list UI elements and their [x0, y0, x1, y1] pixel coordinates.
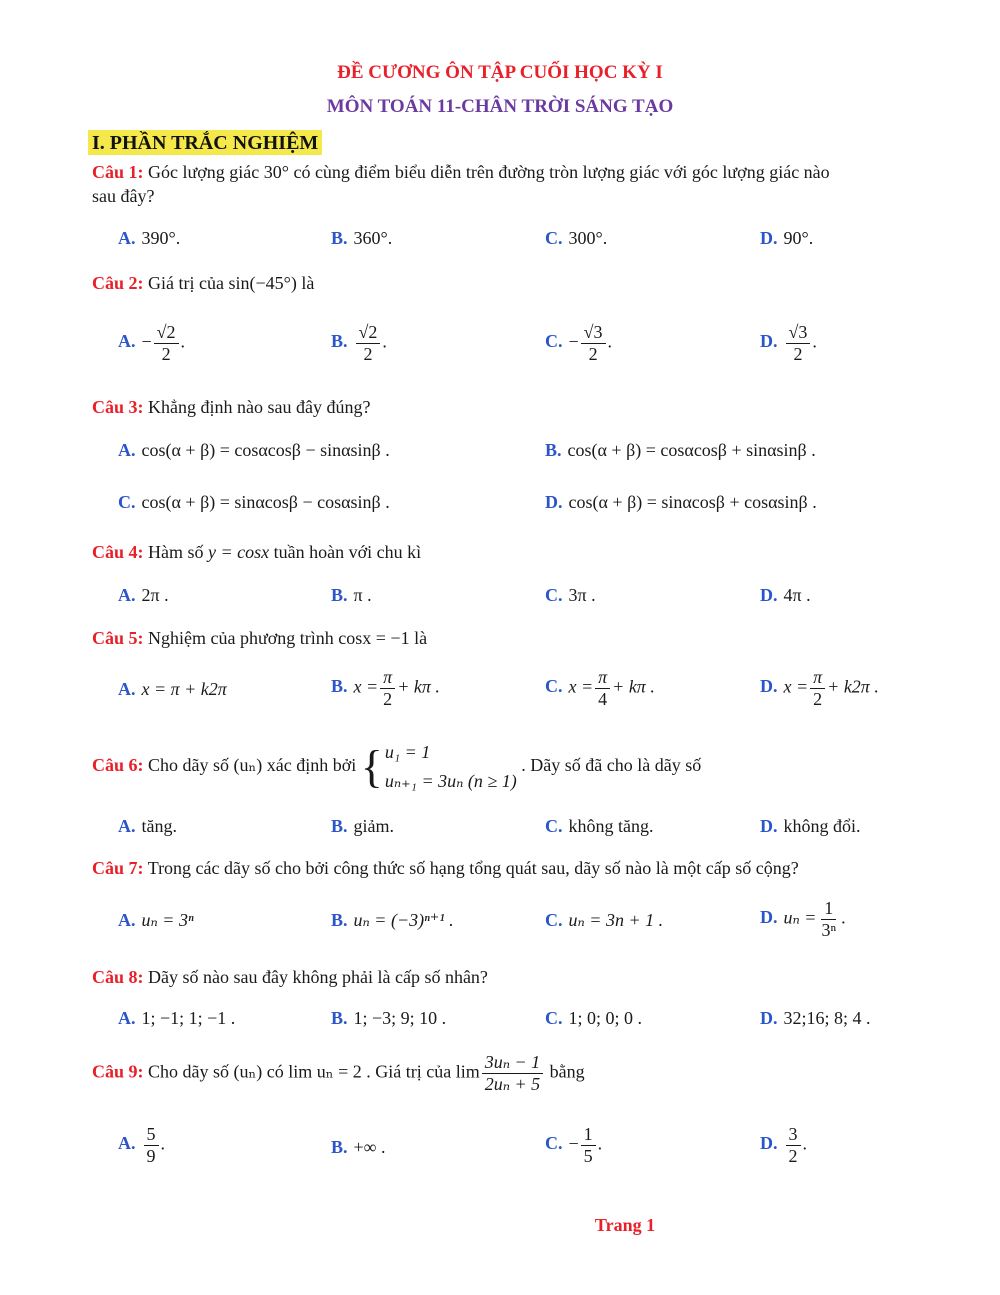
question-1-cont: [92, 186, 154, 207]
q2-option-a: A. − $\frac{√2}{2}$ .: [118, 322, 186, 364]
option-label: D.: [545, 492, 563, 512]
option-label: C.: [545, 1008, 563, 1028]
q6-option-b: [331, 816, 394, 837]
numerator: π: [810, 667, 825, 689]
question-label: Câu 4:: [92, 542, 144, 562]
denominator: 2: [161, 343, 171, 364]
fraction: [482, 1052, 543, 1094]
q2-option-c: C. − $\frac{√3}{2}$ .: [545, 322, 613, 364]
question-text: Hàm số: [148, 542, 204, 562]
q8-option-c: [545, 1008, 642, 1029]
numerator: √2: [154, 322, 179, 344]
question-text: Cho dãy số (uₙ) có lim uₙ = 2 . Giá trị của: [148, 1061, 452, 1082]
q7-option-b: [331, 910, 454, 931]
q9-option-c: C. − $\frac{1}{5}$ .: [545, 1124, 603, 1166]
formula-suffix: + kπ .: [397, 676, 440, 697]
option-text: cos(α + β) = cosαcosβ + sinαsinβ .: [567, 440, 816, 460]
option-label: B.: [331, 1008, 348, 1028]
q5-option-b: [331, 667, 440, 709]
option-label: D.: [760, 228, 778, 248]
option-text: uₙ = 3n + 1 .: [568, 910, 664, 930]
option-label: A.: [118, 679, 136, 699]
question-4: [92, 542, 421, 563]
option-label: C.: [545, 331, 563, 352]
numerator: π: [380, 667, 395, 689]
option-text: x = π + k2π: [141, 679, 227, 699]
option-text: uₙ = 3ⁿ: [141, 910, 194, 930]
option-text: cos(α + β) = cosαcosβ − sinαsinβ .: [141, 440, 390, 460]
q5-option-c: [545, 667, 655, 709]
q4-option-b: [331, 585, 372, 606]
numerator: √3: [581, 322, 606, 344]
math-expression: cosx = −1: [338, 628, 410, 648]
question-text: Nghiệm của phương trình: [148, 628, 334, 648]
option-label: D.: [760, 1133, 778, 1154]
option-label: C.: [118, 492, 136, 512]
denominator: 2: [588, 343, 598, 364]
option-label: C.: [545, 585, 563, 605]
fraction: [818, 898, 839, 940]
question-text: sau đây?: [92, 186, 155, 206]
fraction-sign: −: [568, 1133, 579, 1154]
q9-option-d: D. $\frac{3}{2}$ .: [760, 1124, 807, 1166]
option-label: A.: [118, 228, 136, 248]
formula-suffix: + kπ .: [612, 676, 655, 697]
question-text: Dãy số nào sau đây không phải là cấp số nhân?: [148, 967, 488, 987]
option-text: π .: [353, 585, 372, 605]
option-label: B.: [331, 331, 348, 352]
denominator: 2uₙ + 5: [484, 1073, 541, 1094]
option-label: D.: [760, 331, 778, 352]
option-label: D.: [760, 676, 778, 697]
fraction: [380, 667, 395, 709]
q8-option-a: [118, 1008, 235, 1029]
option-text: 360°.: [353, 228, 393, 248]
q5-option-a: [118, 679, 227, 700]
formula-prefix: x =: [568, 676, 594, 697]
numerator: 3uₙ − 1: [482, 1052, 543, 1074]
q2-option-b: B. $\frac{√2}{2}$ .: [331, 322, 387, 364]
q2-option-d: D. $\frac{√3}{2}$ .: [760, 322, 817, 364]
option-label: A.: [118, 331, 136, 352]
question-label: Câu 6:: [92, 754, 144, 775]
option-text: không đổi.: [783, 816, 861, 836]
option-label: B.: [545, 440, 562, 460]
q7-option-c: [545, 910, 663, 931]
q8-option-d: [760, 1008, 871, 1029]
denominator: 5: [583, 1145, 593, 1166]
fraction: [786, 322, 811, 364]
option-text: 390°.: [141, 228, 181, 248]
q1-option-d: [760, 228, 813, 249]
option-text: 32;16; 8; 4 .: [783, 1008, 871, 1028]
option-text: 1; −1; 1; −1 .: [141, 1008, 236, 1028]
fraction: [595, 667, 610, 709]
option-label: B.: [331, 228, 348, 248]
option-text: cos(α + β) = sinαcosβ − cosαsinβ .: [141, 492, 390, 512]
option-text: tăng.: [141, 816, 177, 836]
denominator: 2: [793, 343, 803, 364]
system-line-2: uₙ₊₁ = 3uₙ (n ≥ 1): [384, 770, 517, 791]
denominator: 2: [788, 1145, 798, 1166]
q3-option-d: [545, 492, 817, 513]
option-label: C.: [545, 1133, 563, 1154]
question-text: Khẳng định nào sau đây đúng?: [148, 397, 371, 417]
brace-icon: {: [360, 740, 383, 792]
question-label: Câu 1:: [92, 162, 144, 182]
q9-option-b: [331, 1137, 386, 1158]
option-label: A.: [118, 585, 136, 605]
option-label: A.: [118, 1008, 136, 1028]
option-text: 3π .: [568, 585, 596, 605]
question-9: [92, 1052, 585, 1094]
question-6: [92, 738, 701, 796]
question-text: Cho dãy số (uₙ) xác định bởi: [148, 754, 357, 775]
question-label: Câu 8:: [92, 967, 144, 987]
q4-option-d: [760, 585, 811, 606]
q4-option-a: [118, 585, 169, 606]
question-3: [92, 397, 370, 418]
question-8: [92, 967, 488, 988]
question-label: Câu 7:: [92, 858, 144, 878]
numerator: √3: [786, 322, 811, 344]
option-label: C.: [545, 228, 563, 248]
q3-option-b: [545, 440, 816, 461]
q6-option-c: [545, 816, 654, 837]
question-2: [92, 273, 314, 294]
denominator: 2: [813, 688, 823, 709]
question-text: bằng: [549, 1061, 585, 1082]
formula-suffix: .: [841, 907, 846, 928]
q7-option-a: [118, 910, 194, 931]
option-text: cos(α + β) = sinαcosβ + cosαsinβ .: [568, 492, 817, 512]
denominator: 2: [383, 688, 393, 709]
formula-prefix: x =: [783, 676, 809, 697]
fraction: [810, 667, 825, 709]
document-title: ĐỀ CƯƠNG ÔN TẬP CUỐI HỌC KỲ I: [337, 62, 663, 83]
option-text: +∞ .: [353, 1137, 386, 1157]
denominator: 9: [146, 1145, 156, 1166]
question-text: . Dãy số đã cho là dãy số: [521, 754, 702, 775]
option-text: 1; −3; 9; 10 .: [353, 1008, 447, 1028]
system-line-1: u₁ = 1: [384, 742, 431, 762]
option-label: D.: [760, 1008, 778, 1028]
denominator: 2: [363, 343, 373, 364]
q9-option-a: A. $\frac{5}{9}$ .: [118, 1124, 165, 1166]
q5-option-d: [760, 667, 879, 709]
option-label: C.: [545, 910, 563, 930]
question-label: Câu 5:: [92, 628, 144, 648]
numerator: 1: [581, 1124, 596, 1146]
option-label: B.: [331, 910, 348, 930]
section-heading: I. PHẦN TRẮC NGHIỆM: [88, 130, 322, 155]
formula-prefix: x =: [353, 676, 379, 697]
denominator: 4: [598, 688, 608, 709]
fraction: [786, 1124, 801, 1166]
page-number: Trang 1: [594, 1215, 656, 1235]
option-text: 300°.: [568, 228, 608, 248]
option-label: D.: [760, 907, 778, 928]
question-label: Câu 9:: [92, 1061, 144, 1082]
fraction-sign: −: [568, 331, 579, 352]
q1-option-a: [118, 228, 180, 249]
math-expression: sin(−45°): [228, 273, 297, 293]
question-text: Trong các dãy số cho bởi công thức số hạng tổng quát sau, dãy số nào là một cấp số cộng?: [147, 858, 799, 878]
option-label: D.: [760, 585, 778, 605]
option-text: 2π .: [141, 585, 169, 605]
option-label: C.: [545, 816, 563, 836]
formula-prefix: uₙ =: [783, 907, 817, 928]
option-label: A.: [118, 910, 136, 930]
option-label: B.: [331, 676, 348, 697]
q3-option-a: [118, 440, 390, 461]
option-label: B.: [331, 1137, 348, 1157]
question-label: Câu 2:: [92, 273, 144, 293]
q7-option-d: [760, 898, 846, 940]
option-text: giảm.: [353, 816, 395, 836]
limit-operator: lim: [455, 1061, 480, 1082]
option-label: C.: [545, 676, 563, 697]
option-text: uₙ = (−3)ⁿ⁺¹ .: [353, 910, 454, 930]
equation-system: [361, 738, 517, 796]
option-text: 1; 0; 0; 0 .: [568, 1008, 643, 1028]
q1-option-c: [545, 228, 607, 249]
numerator: π: [595, 667, 610, 689]
question-text: là: [301, 273, 315, 293]
fraction: [144, 1124, 159, 1166]
fraction: [154, 322, 179, 364]
question-text: Giá trị của: [148, 273, 224, 293]
question-text: là: [414, 628, 428, 648]
q8-option-b: [331, 1008, 446, 1029]
question-7: [92, 858, 799, 879]
fraction: [356, 322, 381, 364]
question-text: tuần hoàn với chu kì: [273, 542, 422, 562]
option-text: 90°.: [783, 228, 814, 248]
question-5: [92, 628, 427, 649]
q1-option-b: [331, 228, 392, 249]
question-1: [92, 162, 830, 183]
math-expression: y = cosx: [208, 542, 270, 562]
option-label: A.: [118, 440, 136, 460]
numerator: √2: [356, 322, 381, 344]
option-label: A.: [118, 816, 136, 836]
option-text: 4π .: [783, 585, 811, 605]
numerator: 3: [786, 1124, 801, 1146]
fraction: [581, 322, 606, 364]
formula-suffix: + k2π .: [827, 676, 879, 697]
option-label: D.: [760, 816, 778, 836]
document-subtitle: MÔN TOÁN 11-CHÂN TRỜI SÁNG TẠO: [326, 96, 674, 117]
q6-option-a: [118, 816, 177, 837]
question-label: Câu 3:: [92, 397, 144, 417]
q4-option-c: [545, 585, 596, 606]
option-text: không tăng.: [568, 816, 654, 836]
fraction-sign: −: [141, 331, 152, 352]
q6-option-d: [760, 816, 861, 837]
question-text: Góc lượng giác 30° có cùng điểm biểu diễn trên đường tròn lượng giác với góc lượng giác nào: [148, 162, 830, 182]
option-label: A.: [118, 1133, 136, 1154]
fraction: [581, 1124, 596, 1166]
q3-option-c: [118, 492, 390, 513]
option-label: B.: [331, 816, 348, 836]
option-label: B.: [331, 585, 348, 605]
numerator: 1: [821, 898, 836, 920]
numerator: 5: [144, 1124, 159, 1146]
denominator: 3ⁿ: [821, 919, 837, 940]
